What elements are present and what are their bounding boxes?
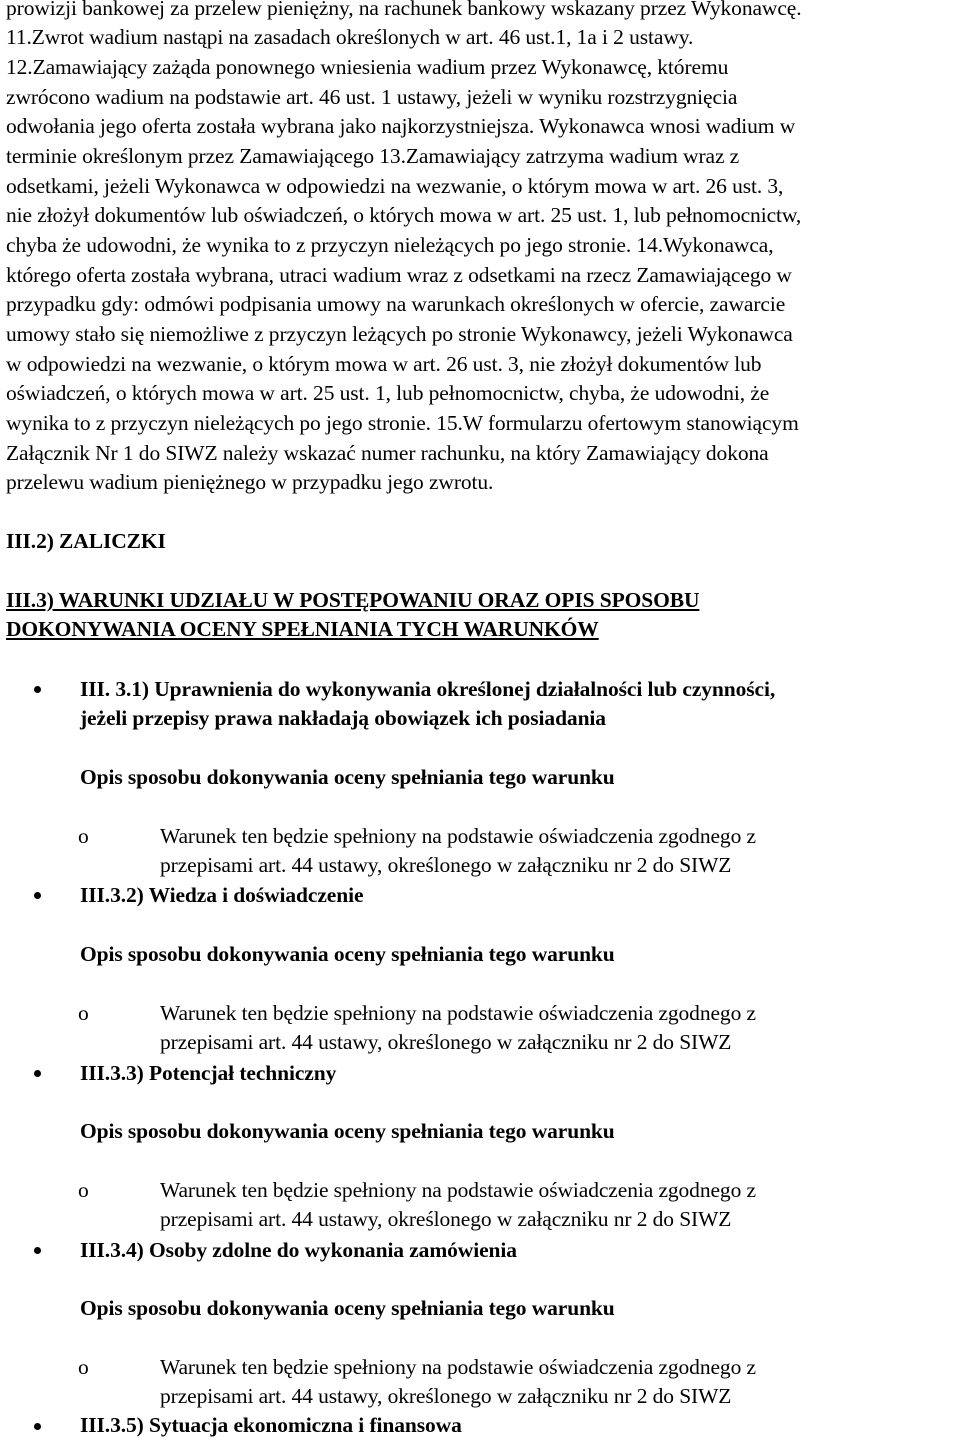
paragraph-line: nie złożył dokumentów lub oświadczeń, o których mowa w art. 25 ust. 1, lub pełnomocnictw,	[6, 203, 802, 227]
condition-title: III.3.5) Sytuacja ekonomiczna i finansowa	[80, 1413, 462, 1437]
bullet-icon	[34, 892, 41, 899]
paragraph-line: 12.Zamawiający zażąda ponownego wniesienia wadium przez Wykonawcę, któremu	[6, 55, 729, 79]
paragraph-line: zwrócono wadium na podstawie art. 46 ust. 1 ustawy, jeżeli w wyniku rozstrzygnięcia	[6, 85, 738, 109]
bullet-icon	[34, 686, 41, 693]
bullet-icon	[34, 1247, 41, 1254]
paragraph-line: przelewu wadium pieniężnego w przypadku jego zwrotu.	[6, 470, 494, 494]
condition-title-line2: jeżeli przepisy prawa nakładają obowiązek ich posiadania	[80, 706, 606, 730]
paragraph-line: prowizji bankowej za przelew pieniężny, na rachunek bankowy wskazany przez Wykonawcę.	[6, 0, 802, 20]
circle-bullet-icon: o	[78, 824, 89, 848]
description-heading: Opis sposobu dokonywania oceny spełniania tego warunku	[80, 942, 615, 966]
paragraph-line: umowy stało się niemożliwe z przyczyn leżących po stronie Wykonawcy, jeżeli Wykonawca	[6, 322, 793, 346]
paragraph-line: odwołania jego oferta została wybrana jako najkorzystniejsza. Wykonawca wnosi wadium w	[6, 114, 796, 138]
paragraph-line: którego oferta została wybrana, utraci wadium wraz z odsetkami na rzecz Zamawiającego w	[6, 263, 792, 287]
condition-item-line2: przepisami art. 44 ustawy, określonego w załączniku nr 2 do SIWZ	[160, 1384, 732, 1408]
condition-title: III.3.2) Wiedza i doświadczenie	[80, 883, 364, 907]
section-heading-warunki-line2: DOKONYWANIA OCENY SPEŁNIANIA TYCH WARUNKÓW	[6, 617, 599, 641]
paragraph-line: odsetkami, jeżeli Wykonawca w odpowiedzi na wezwanie, o którym mowa w art. 26 ust. 3,	[6, 174, 784, 198]
paragraph-line: 11.Zwrot wadium nastąpi na zasadach określonych w art. 46 ust.1, 1a i 2 ustawy.	[6, 25, 694, 49]
section-heading-warunki: III.3) WARUNKI UDZIAŁU W POSTĘPOWANIU ORAZ OPIS SPOSOBU	[6, 588, 700, 612]
condition-item: Warunek ten będzie spełniony na podstawie oświadczenia zgodnego z	[160, 824, 756, 848]
condition-title: III.3.4) Osoby zdolne do wykonania zamówienia	[80, 1238, 517, 1262]
condition-title: III.3.3) Potencjał techniczny	[80, 1061, 337, 1085]
circle-bullet-icon: o	[78, 1355, 89, 1379]
paragraph-line: w odpowiedzi na wezwanie, o którym mowa w art. 26 ust. 3, nie złożył dokumentów lub	[6, 352, 762, 376]
condition-item: Warunek ten będzie spełniony na podstawie oświadczenia zgodnego z	[160, 1178, 756, 1202]
paragraph-line: wynika to z przyczyn nieleżących po jego stronie. 15.W formularzu ofertowym stanowiącym	[6, 411, 799, 435]
circle-bullet-icon: o	[78, 1001, 89, 1025]
description-heading: Opis sposobu dokonywania oceny spełniania tego warunku	[80, 1119, 615, 1143]
paragraph-line: terminie określonym przez Zamawiającego 13.Zamawiający zatrzyma wadium wraz z	[6, 144, 740, 168]
description-heading: Opis sposobu dokonywania oceny spełniania tego warunku	[80, 1296, 615, 1320]
condition-item: Warunek ten będzie spełniony na podstawie oświadczenia zgodnego z	[160, 1355, 756, 1379]
condition-item: Warunek ten będzie spełniony na podstawie oświadczenia zgodnego z	[160, 1001, 756, 1025]
circle-bullet-icon: o	[78, 1178, 89, 1202]
paragraph-line: chyba że udowodni, że wynika to z przyczyn nieleżących po jego stronie. 14.Wykonawca,	[6, 233, 774, 257]
section-heading-zaliczki: III.2) ZALICZKI	[6, 529, 166, 553]
condition-title: III. 3.1) Uprawnienia do wykonywania określonej działalności lub czynności,	[80, 677, 776, 701]
condition-item-line2: przepisami art. 44 ustawy, określonego w załączniku nr 2 do SIWZ	[160, 1030, 732, 1054]
bullet-icon	[34, 1423, 41, 1430]
condition-item-line2: przepisami art. 44 ustawy, określonego w załączniku nr 2 do SIWZ	[160, 1207, 732, 1231]
paragraph-line: oświadczeń, o których mowa w art. 25 ust. 1, lub pełnomocnictw, chyba, że udowodni, że	[6, 381, 770, 405]
paragraph-line: Załącznik Nr 1 do SIWZ należy wskazać numer rachunku, na który Zamawiający dokona	[6, 441, 769, 465]
description-heading: Opis sposobu dokonywania oceny spełniania tego warunku	[80, 765, 615, 789]
condition-item-line2: przepisami art. 44 ustawy, określonego w załączniku nr 2 do SIWZ	[160, 853, 732, 877]
paragraph-line: przypadku gdy: odmówi podpisania umowy na warunkach określonych w ofercie, zawarcie	[6, 292, 786, 316]
bullet-icon	[34, 1070, 41, 1077]
